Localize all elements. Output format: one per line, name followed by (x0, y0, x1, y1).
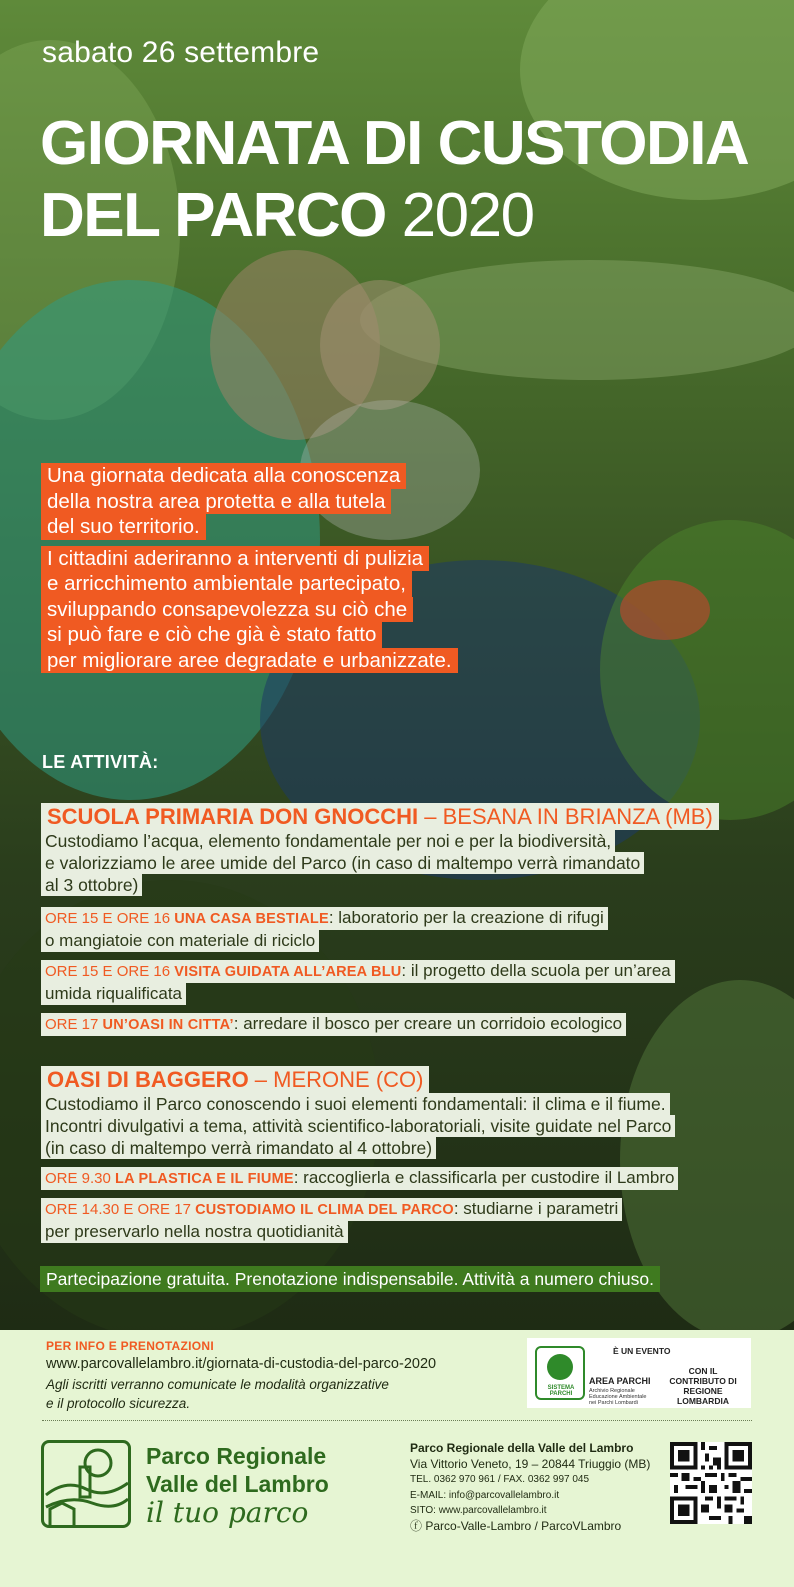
sistema-parchi-label: SISTEMA PARCHI (547, 1385, 575, 1397)
item-time: ORE 9.30 (45, 1170, 116, 1187)
qr-code-icon[interactable] (670, 1442, 752, 1524)
item-text: : raccoglierla e classificarla per custodire il Lambro (293, 1168, 675, 1187)
area-parchi-sub: Archivio Regionale Educazione Ambientale nei Parchi Lombardi (589, 1388, 647, 1406)
title-year: 2020 (401, 181, 534, 250)
park-logo (41, 1440, 131, 1528)
park-name-line: Parco Regionale (146, 1443, 327, 1469)
contact-block (410, 1441, 650, 1534)
contact-title: Parco Regionale della Valle del Lambro (410, 1441, 634, 1455)
tree-icon (547, 1354, 573, 1380)
activity-name: OASI DI BAGGERO (47, 1067, 249, 1092)
activity-block-2 (41, 1066, 678, 1243)
event-is-label: È UN EVENTO (613, 1346, 671, 1356)
participation-note: Partecipazione gratuita. Prenotazione indispensabile. Attività a numero chiuso. (40, 1266, 660, 1292)
item-text: : laboratorio per la creazione di rifugi (328, 908, 604, 927)
activity-desc-line: Incontri divulgativi a tema, attività scientifico-laboratoriali, visite guidate nel Parco (41, 1115, 675, 1137)
page-title (40, 108, 748, 252)
intro-line: Una giornata dedicata alla conoscenza (41, 463, 406, 489)
activity-desc-line: Custodiamo l’acqua, elemento fondamentale per noi e per la biodiversità, (41, 830, 615, 852)
intro-line: I cittadini aderiranno a interventi di pulizia (41, 546, 429, 572)
item-title: UNA CASA BESTIALE (174, 911, 329, 927)
contributor-note: CON IL CONTRIBUTO DI REGIONE LOMBARDIA (669, 1366, 737, 1406)
intro-line: per migliorare aree degradate e urbanizzate. (41, 648, 458, 674)
intro-line: e arricchimento ambientale partecipato, (41, 571, 412, 597)
activity-name: SCUOLA PRIMARIA DON GNOCCHI (47, 804, 419, 829)
intro-line: della nostra area protetta e alla tutela (41, 489, 391, 515)
item-time: ORE 15 E ORE 16 (45, 910, 175, 927)
item-text-cont: umida riqualificata (41, 983, 186, 1005)
activity-item (41, 960, 675, 983)
contact-site[interactable]: SITO: www.parcovallelambro.it (410, 1505, 547, 1516)
activity-item (41, 1198, 622, 1221)
activity-desc-line: e valorizziamo le aree umide del Parco (in caso di maltempo verrà rimandato (41, 852, 644, 874)
item-text-cont: o mangiatoie con materiale di riciclo (41, 930, 319, 952)
activity-desc-line: al 3 ottobre) (41, 874, 142, 896)
item-text-cont: per preservarlo nella nostra quotidianità (41, 1221, 348, 1243)
title-text: DEL PARCO (40, 181, 386, 250)
park-name (146, 1442, 329, 1498)
intro-line: si può fare e ciò che già è stato fatto (41, 622, 382, 648)
activity-heading (41, 803, 719, 830)
info-note (46, 1375, 466, 1413)
activities-heading: LE ATTIVITÀ: (42, 752, 159, 772)
intro-block (41, 463, 511, 673)
park-name-line: Valle del Lambro (146, 1471, 329, 1497)
activity-item (41, 1013, 626, 1036)
area-parchi-brand: AREA PARCHI (589, 1376, 651, 1386)
activity-desc-line: Custodiamo il Parco conoscendo i suoi elementi fondamentali: il clima e il fiume. (41, 1093, 670, 1115)
footer-divider (42, 1420, 752, 1421)
activity-item (41, 907, 608, 930)
contact-social[interactable] (410, 1519, 650, 1535)
sistema-parchi-logo (535, 1346, 585, 1400)
facebook-icon: ⓕ (410, 1518, 426, 1533)
event-date: sabato 26 settembre (42, 36, 320, 69)
activity-location: – MERONE (CO) (248, 1067, 424, 1092)
item-text: : studiarne i parametri (453, 1199, 619, 1218)
title-line-1: GIORNATA DI CUSTODIA (40, 109, 749, 178)
item-title: LA PLASTICA E IL FIUME (115, 1171, 294, 1187)
contact-phone: TEL. 0362 970 961 / FAX. 0362 997 045 (410, 1474, 590, 1485)
park-logo-icon (44, 1443, 128, 1525)
info-note-line: e il protocollo sicurezza. (46, 1396, 191, 1411)
contact-street: Via Vittorio Veneto, 19 – 20844 Triuggio (MB) (410, 1456, 651, 1471)
activity-location: – BESANA IN BRIANZA (MB) (418, 804, 713, 829)
contact-email[interactable]: E-MAIL: info@parcovallelambro.it (410, 1489, 560, 1501)
footer (0, 1330, 794, 1587)
intro-line: del suo territorio. (41, 514, 206, 540)
activity-heading (41, 1066, 429, 1093)
info-note-line: Agli iscritti verranno comunicate le modalità organizzative (46, 1377, 389, 1392)
social-handles: Parco-Valle-Lambro / ParcoVLambro (425, 1518, 622, 1533)
intro-line: sviluppando consapevolezza su ciò che (41, 597, 413, 623)
item-title: VISITA GUIDATA ALL’AREA BLU (174, 964, 402, 980)
item-time: ORE 15 E ORE 16 (45, 963, 175, 980)
info-label: PER INFO E PRENOTAZIONI (46, 1339, 215, 1353)
activity-item (41, 1167, 678, 1190)
event-sponsor-box (527, 1338, 751, 1408)
item-title: UN’OASI IN CITTA’ (102, 1017, 234, 1033)
park-tagline: il tuo parco (146, 1496, 309, 1529)
item-text: : arredare il bosco per creare un corridoio ecologico (233, 1014, 623, 1033)
activity-block-1 (41, 803, 719, 1036)
title-line-2 (40, 180, 748, 252)
item-text: : il progetto della scuola per un’area (401, 961, 671, 980)
item-time: ORE 17 (45, 1016, 103, 1033)
item-title: CUSTODIAMO IL CLIMA DEL PARCO (195, 1202, 454, 1218)
activity-desc-line: (in caso di maltempo verrà rimandato al 4 ottobre) (41, 1137, 436, 1159)
item-time: ORE 14.30 E ORE 17 (45, 1201, 196, 1218)
info-link[interactable]: www.parcovallelambro.it/giornata-di-custodia-del-parco-2020 (46, 1356, 437, 1372)
